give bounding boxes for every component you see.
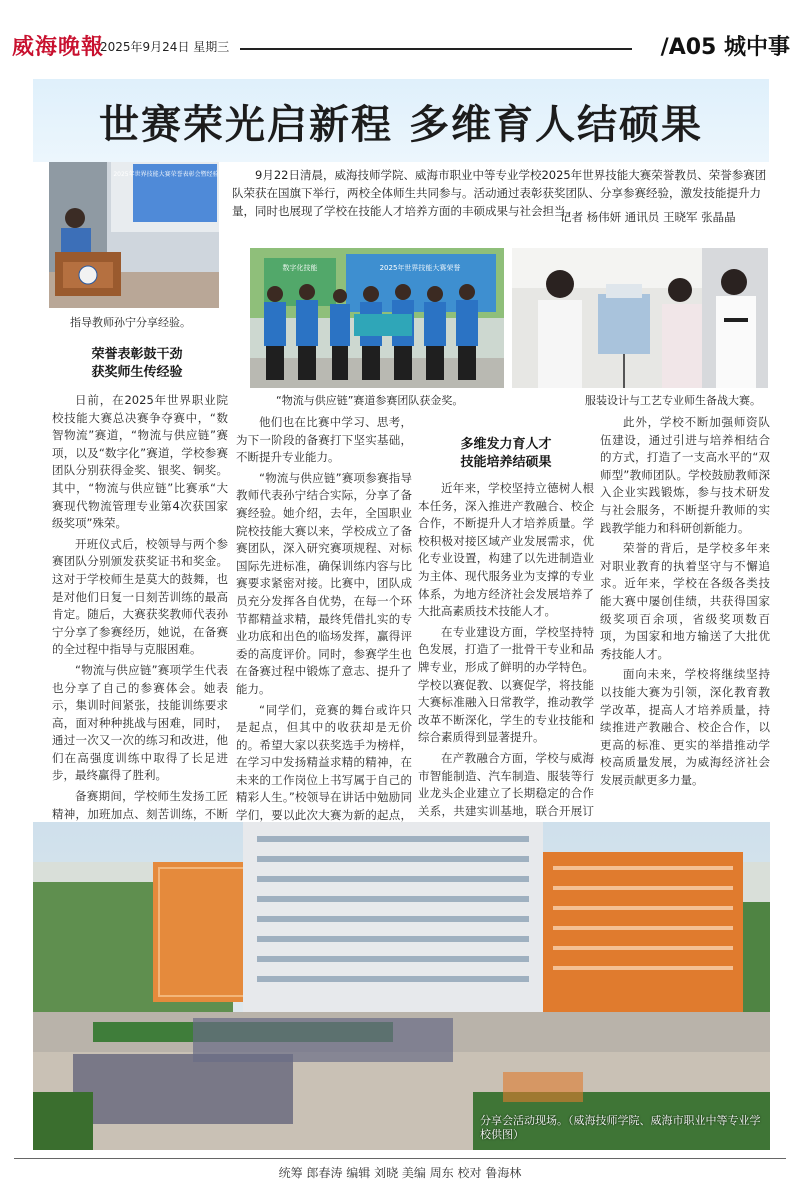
- backdrop-left-text: 数字化技能: [282, 264, 318, 272]
- headline: 世赛荣光启新程 多维育人结硕果: [99, 101, 703, 148]
- column-1-paragraph: 备赛期间，学校师生发扬工匠精神，加班加点、刻苦训练，不断: [52, 789, 228, 821]
- publication-date: 2025年9月24日 星期三: [100, 40, 230, 54]
- speaker-photo: [49, 162, 237, 308]
- section-1-heading: [52, 346, 222, 382]
- editorial-credits: 统筹 郎春涛 编辑 刘晓 美编 周东 校对 鲁海林: [278, 1166, 522, 1180]
- fashion-design-photo: [512, 248, 768, 388]
- masthead: [0, 0, 800, 68]
- column-2: [236, 414, 412, 823]
- team-caption: “物流与供应链”赛道参赛团队获金奖。: [276, 394, 464, 407]
- campus-aerial-photo: [33, 822, 770, 1150]
- section-2-title-line-2: 技能培养结硕果: [460, 455, 552, 470]
- section-2-title-line-1: 多维发力育人才: [460, 437, 552, 452]
- column-2-paragraph: “物流与供应链”赛项参赛指导教师代表孙宁结合实际，分享了备赛经验。她介绍，去年，全国职业院校技能大赛以来，学校成立了备赛团队，深入研究赛项规程、对标国际先进标准，确保训练内容与比赛要求紧密对接。比赛中，团队成员充分发挥各自优势，在每一个环节都精益求精，最终凭借扎实的专业功底和出色的临场发挥，赢得评委的高度评价。同时，参赛学生也在备赛过程中锻炼了意志、提升了能力。: [236, 470, 412, 696]
- page-section-label: /A05 城中事: [660, 35, 790, 60]
- column-3: [418, 480, 594, 818]
- fashion-caption: 服装设计与工艺专业师生备战大赛。: [585, 394, 761, 407]
- footer-rule: [14, 1158, 786, 1159]
- column-1: [52, 392, 228, 821]
- byline: 记者 杨伟妍 通讯员 王晓军 张晶晶: [560, 210, 736, 224]
- column-4-paragraph: 荣誉的背后，是学校多年来对职业教育的执着坚守与不懈追求。近年来，学校在各级各类技能大赛中屡创佳绩，共获得国家级奖项百余项，省级奖项数百项，为国家和地方输送了大批优秀技能人才。: [600, 541, 770, 661]
- screen-title: 2025年世界技能大赛荣誉表彰会暨经验分享会: [113, 171, 237, 178]
- column-4-paragraph: 此外，学校不断加强师资队伍建设，通过引进与培养相结合的方式，打造了一支高水平的“双师型”教师团队。学校鼓励教师深入企业实践锻炼，参与技术研发与社会服务，不断提升教师的实践教学能力和科研创新能力。: [600, 415, 770, 535]
- speaker-caption: 指导教师孙宁分享经验。: [70, 316, 191, 329]
- column-4-paragraph: 面向未来，学校将继续坚持以技能大赛为引领，深化教育教学改革，提高人才培养质量，持续推进产教融合、校企合作，以更高的标准、更实的举措推动学校高质量发展，为威海经济社会发展贡献更多力量。: [600, 667, 770, 787]
- column-3-paragraph: 在产教融合方面，学校与威海市智能制造、汽车制造、服装等行业龙头企业建立了长期稳定的合作关系，共建实训基地，联合开展订: [418, 750, 594, 818]
- section-2-heading: [418, 436, 594, 472]
- column-2-paragraph: 他们也在比赛中学习、思考，为下一阶段的备赛打下坚实基础，不断提升专业能力。: [236, 415, 412, 465]
- column-2-paragraph: “同学们，竞赛的舞台或许只是起点，但其中的收获却是无价的。希望大家以获奖选手为榜样，在学习中发扬精益求精的精神，在未来的工作岗位上书写属于自己的精彩人生。”校领导在讲话中勉励同学们，要以此次大赛为新的起点，: [236, 702, 412, 823]
- column-3-paragraph: 在专业建设方面，学校坚持特色发展，打造了一批骨干专业和品牌专业，形成了鲜明的办学特色。学校以赛促教、以赛促学，将技能大赛标准融入日常教学，推动教学改革不断深化，学生的专业技能和综合素质得到显著提升。: [418, 624, 594, 745]
- section-1-title-line-1: 荣誉表彰鼓干劲: [91, 347, 183, 362]
- section-1-title-line-2: 获奖师生传经验: [91, 365, 183, 380]
- team-award-photo: [250, 248, 504, 388]
- newspaper-logo: 威海晚報: [12, 34, 105, 60]
- column-1-paragraph: “物流与供应链”赛项学生代表也分享了自己的参赛体会。她表示，集训时间紧张，技能训练要求高，面对种种挑战与困难，同时，通过一次又一次的练习和改进，他们在高强度训练中取得了长足进步，最终赢得了胜利。: [52, 662, 228, 783]
- backdrop-right-text: 2025年世界技能大赛荣誉: [379, 264, 461, 272]
- lead-paragraph: 9月22日清晨，威海技师学院、威海市职业中等专业学校2025年世界技能大赛荣誉教员、荣誉参赛团队荣获在国旗下举行，两校全体师生共同参与。活动通过表彰获奖团队、分享参赛经验，激发技能提升力量，同时也展现了学校在技能人才培养方面的丰硕成果与社会担当。: [232, 168, 767, 218]
- masthead-rule: [240, 48, 632, 50]
- column-3-paragraph: 近年来，学校坚持立德树人根本任务，深入推进产教融合、校企合作，不断提升人才培养质量。学校积极对接区域产业发展需求，优化专业设置，构建了以先进制造业为主体、现代服务业为支撑的专业体系，为地方经济社会发展培养了大批高素质技术技能人才。: [418, 481, 594, 619]
- campus-caption: 分享会活动现场。（威海技师学院、威海市职业中等专业学校供图）: [480, 1114, 761, 1141]
- headline-banner: [33, 79, 769, 162]
- column-4: [600, 414, 770, 812]
- column-1-paragraph: 日前，在2025年世界职业院校技能大赛总决赛争夺赛中，“数智物流”赛道，“物流与供应链”赛项，以及“数字化”赛道，学校参赛团队分别获得金奖、银奖、铜奖。其中，“物流与供应链”比赛承“大赛现代物流管理专业第4次获国家级奖项”殊荣。: [52, 393, 228, 531]
- column-1-paragraph: 开班仪式后，校领导与两个参赛团队分别颁发获奖证书和奖金。这对于学校师生是莫大的鼓舞，也是对他们日复一日刻苦训练的最高肯定。随后，大赛获奖教师代表孙宁分享了参赛经历，她说，在备赛的全过程中指导与克服困难。: [52, 536, 228, 657]
